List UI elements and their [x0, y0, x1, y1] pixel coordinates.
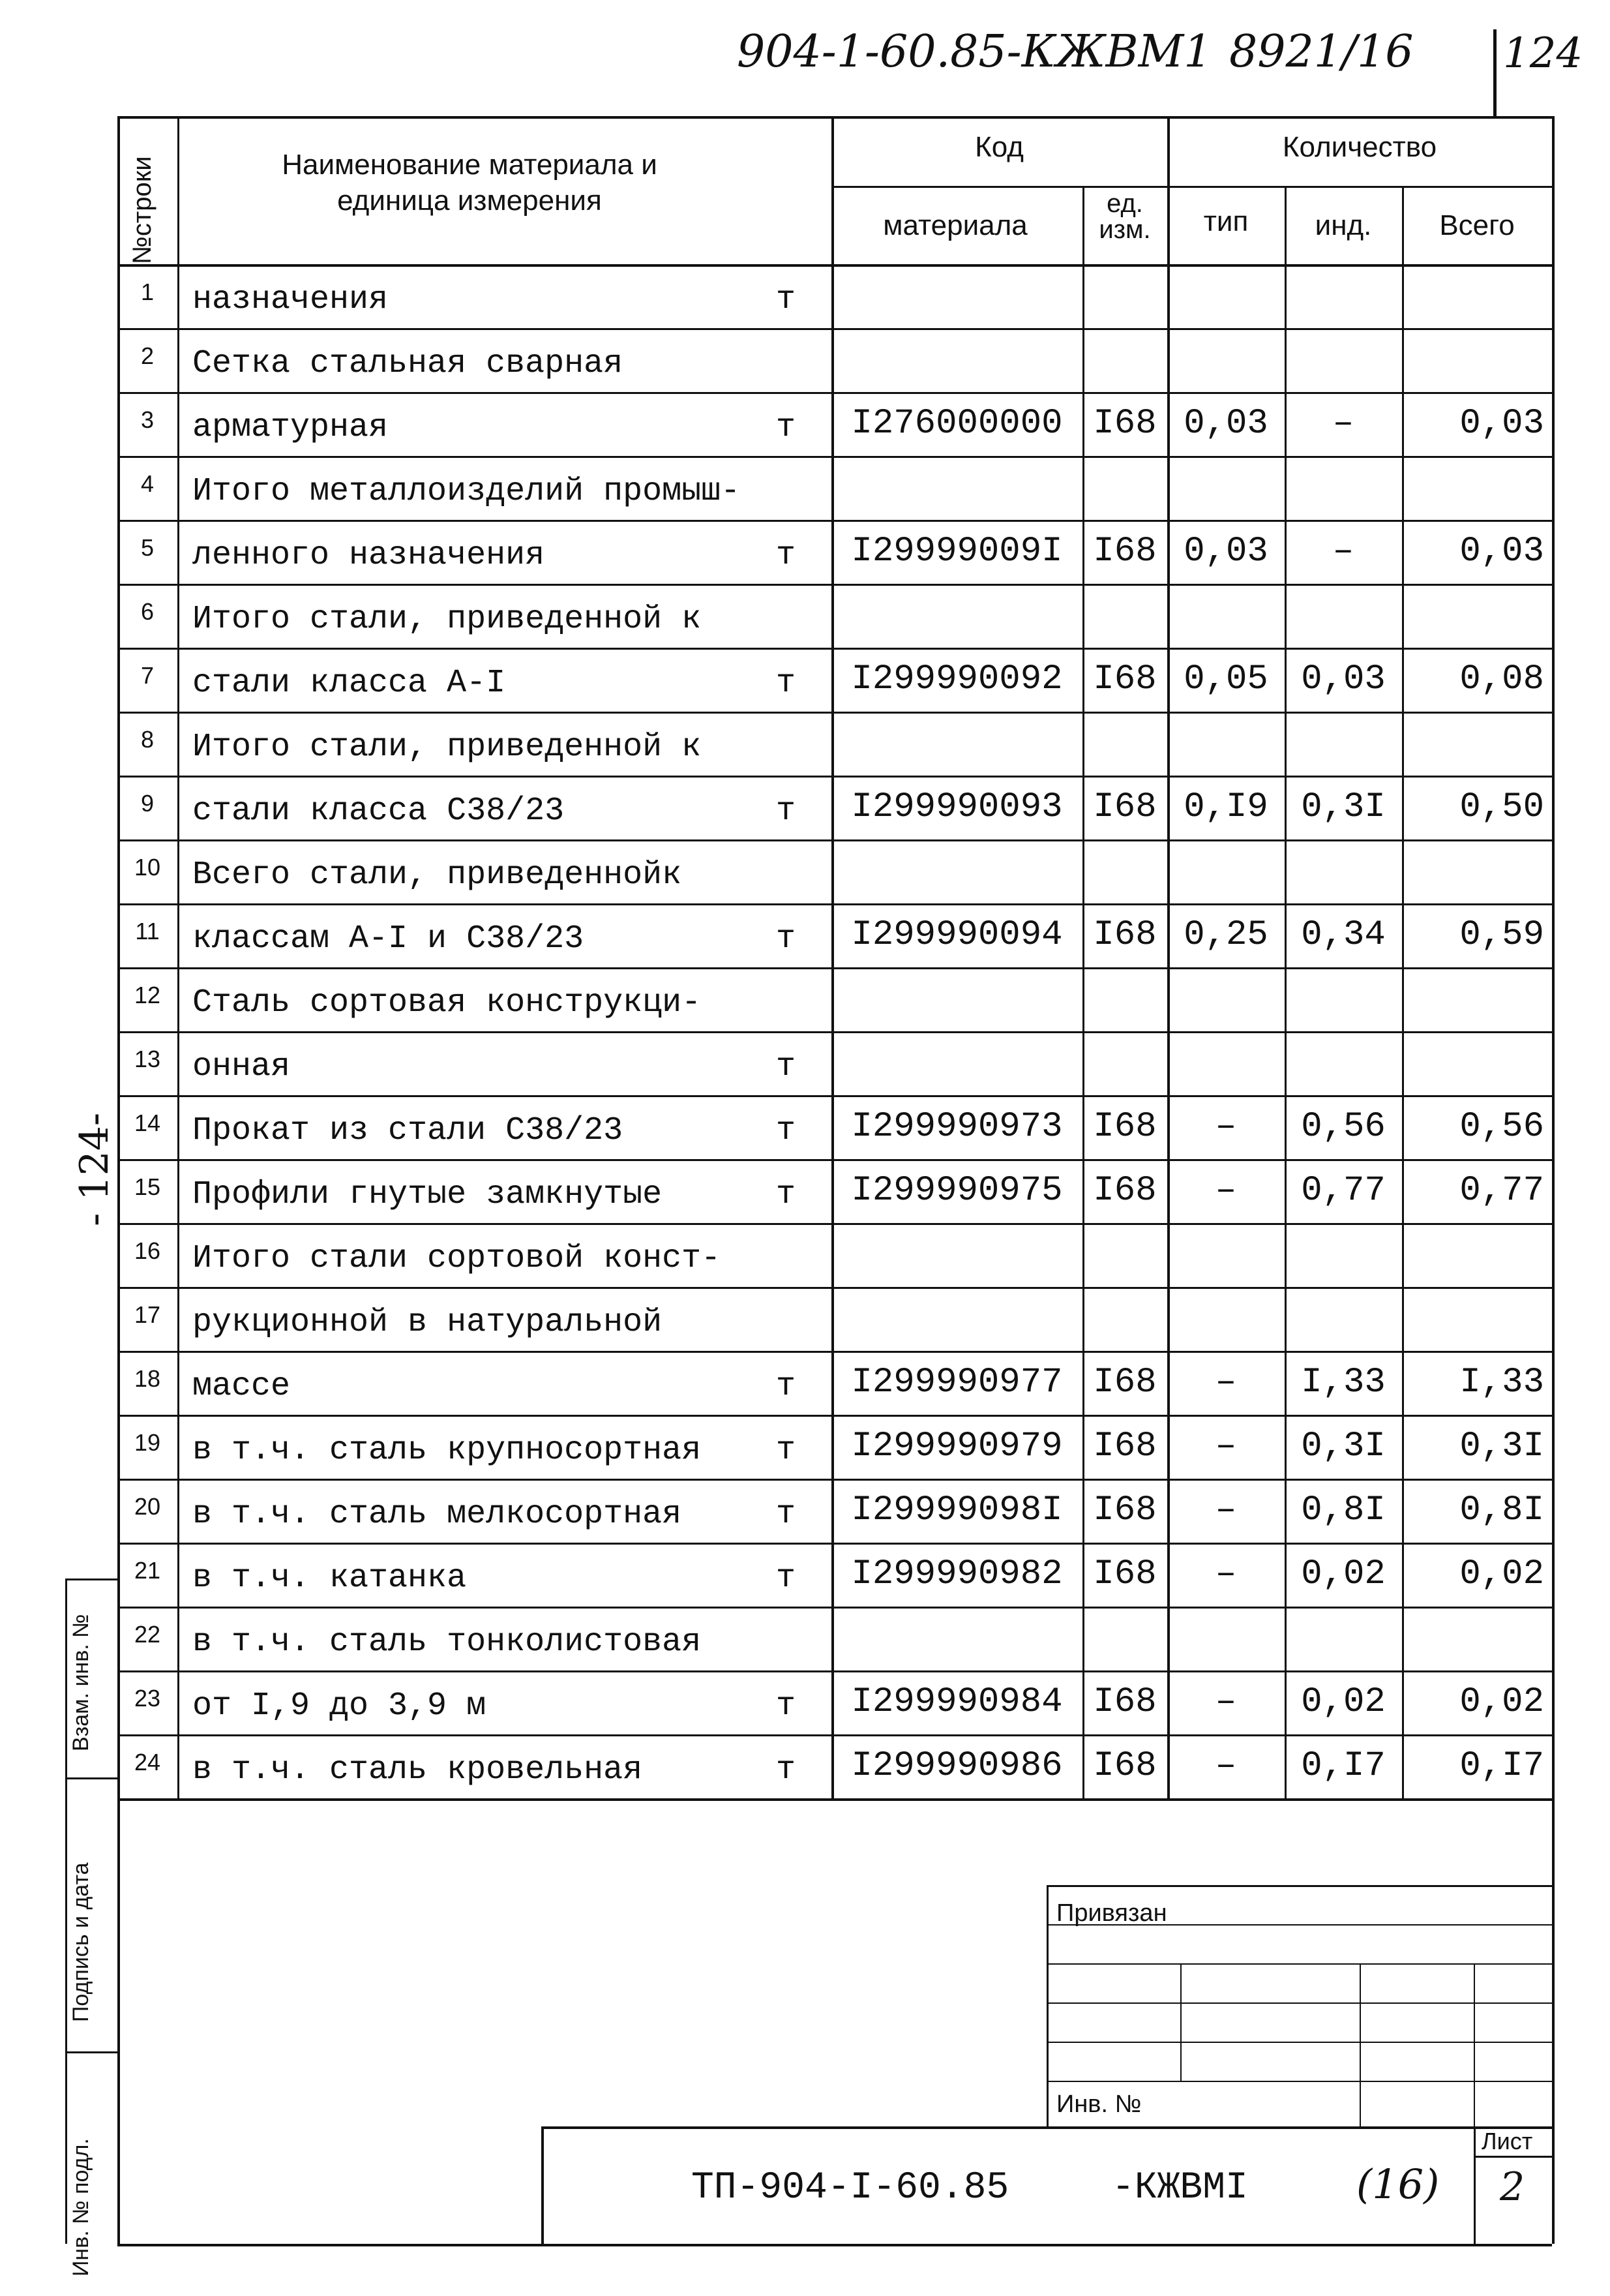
material-name: в т.ч. сталь кровельная [192, 1751, 643, 1789]
row-rule [117, 392, 1552, 394]
row-number: 18 [134, 1365, 161, 1392]
quantity-total: 0,02 [1459, 1554, 1544, 1594]
quantity-total: 0,8I [1459, 1490, 1544, 1530]
material-name: стали класса С38/23 [192, 793, 565, 830]
quantity-type: – [1215, 1107, 1237, 1147]
material-name: в т.ч. сталь тонколистовая [192, 1624, 702, 1661]
unit-code: I68 [1093, 1746, 1157, 1786]
unit-code: I68 [1093, 915, 1157, 955]
material-code: I299990092 [851, 659, 1063, 699]
unit-code: I68 [1093, 1107, 1157, 1147]
stamp-rule [1047, 1885, 1049, 2126]
stamp-rule [1047, 2081, 1552, 2082]
material-name: в т.ч. катанка [192, 1560, 467, 1597]
material-name: Сталь сортовая конструкци- [192, 984, 702, 1021]
unit-letter: т [775, 537, 796, 574]
unit-letter: т [775, 1176, 796, 1213]
material-code: I299990094 [851, 915, 1063, 955]
header-quantity-type: тип [1203, 205, 1249, 237]
row-rule [117, 456, 1552, 458]
row-rule [117, 584, 1552, 586]
stamp-rule [1047, 1885, 1552, 1887]
binding-strip-rule [65, 2051, 117, 2053]
header-name: Наименование материала и единица измерения [282, 149, 657, 217]
row-rule [117, 776, 1552, 778]
stamp-rule [1047, 1963, 1552, 1965]
unit-letter: т [775, 1368, 796, 1405]
material-code: I299990975 [851, 1171, 1063, 1211]
title-block-top [541, 2126, 1552, 2129]
header-quantity-total: Всего [1439, 209, 1515, 241]
header-code-material: материала [883, 209, 1028, 241]
quantity-ind: 0,3I [1301, 1427, 1386, 1466]
row-number: 17 [134, 1301, 161, 1328]
material-code: I29999098I [851, 1490, 1063, 1530]
quantity-ind: I,33 [1301, 1363, 1386, 1402]
quantity-type: 0,I9 [1184, 787, 1268, 827]
row-number: 7 [140, 662, 155, 689]
quantity-type: – [1215, 1490, 1237, 1530]
stamp-title-code: ТП-904-I-60.85 [691, 2167, 1009, 2209]
sheet-cell-rule [1474, 2156, 1552, 2158]
quantity-type: 0,03 [1184, 532, 1268, 571]
quantity-ind: – [1332, 404, 1354, 444]
quantity-total: 0,3I [1459, 1427, 1544, 1466]
material-name: Всего стали, приведеннойк [192, 856, 682, 894]
unit-letter: т [775, 920, 796, 958]
header-subdivider [831, 186, 1552, 188]
quantity-ind: 0,3I [1301, 787, 1386, 827]
quantity-ind: 0,8I [1301, 1490, 1386, 1530]
unit-letter: т [775, 665, 796, 702]
unit-letter: т [775, 409, 796, 446]
row-number: 14 [134, 1110, 161, 1136]
row-rule [117, 1287, 1552, 1289]
quantity-total: 0,56 [1459, 1107, 1544, 1147]
material-code: I299990973 [851, 1107, 1063, 1147]
quantity-type: 0,25 [1184, 915, 1268, 955]
row-number: 2 [140, 342, 155, 369]
quantity-type: – [1215, 1746, 1237, 1786]
quantity-total: 0,59 [1459, 915, 1544, 955]
stamp-attached-label: Привязан [1056, 1899, 1167, 1927]
row-number: 3 [140, 406, 155, 433]
material-name: Прокат из стали С38/23 [192, 1112, 623, 1149]
unit-code: I68 [1093, 1490, 1157, 1530]
document-code: 904-1-60.85-КЖВМ1 [737, 26, 1212, 78]
row-number: 9 [140, 790, 155, 817]
row-rule [117, 1670, 1552, 1672]
unit-letter: т [775, 1560, 796, 1597]
stamp-rule [1360, 1963, 1361, 2126]
quantity-total: 0,50 [1459, 787, 1544, 827]
row-number: 22 [134, 1621, 161, 1648]
stamp-sheet-label: Лист [1482, 2128, 1533, 2154]
quantity-ind: 0,03 [1301, 659, 1386, 699]
binding-strip-rule [65, 1578, 117, 1580]
unit-code: I68 [1093, 1682, 1157, 1722]
unit-code: I68 [1093, 1171, 1157, 1211]
row-rule [117, 1415, 1552, 1417]
row-number: 11 [135, 918, 160, 944]
row-rule [117, 648, 1552, 650]
quantity-total: 0,03 [1459, 404, 1544, 444]
quantity-type: – [1215, 1554, 1237, 1594]
unit-code: I68 [1093, 1363, 1157, 1402]
row-rule [117, 839, 1552, 841]
page-number: 124 [1503, 29, 1583, 78]
material-name: в т.ч. сталь крупносортная [192, 1432, 702, 1469]
table-top-border [117, 116, 1552, 119]
table-header-border [117, 264, 1552, 267]
row-number: 19 [134, 1429, 161, 1456]
material-code: I299990979 [851, 1427, 1063, 1466]
row-rule [117, 967, 1552, 969]
quantity-ind: 0,34 [1301, 915, 1386, 955]
stamp-rule [1047, 2042, 1552, 2043]
quantity-total: 0,I7 [1459, 1746, 1544, 1786]
row-number: 23 [134, 1685, 161, 1712]
column-rule [177, 116, 179, 1798]
row-rule [117, 1223, 1552, 1225]
frame-bottom-border [117, 2244, 1552, 2246]
unit-code: I68 [1093, 1427, 1157, 1466]
quantity-type: – [1215, 1427, 1237, 1466]
material-name: Итого металлоизделий промыш- [192, 473, 741, 510]
material-name: Итого стали, приведенной к [192, 729, 702, 766]
quantity-total: 0,03 [1459, 532, 1544, 571]
stamp-title-suffix: -КЖВМI [1112, 2167, 1248, 2209]
row-rule [117, 1543, 1552, 1545]
row-rule [117, 1351, 1552, 1353]
row-rule [117, 1479, 1552, 1481]
row-number: 6 [140, 598, 155, 625]
material-code: I299990984 [851, 1682, 1063, 1722]
unit-letter: т [775, 1112, 796, 1149]
column-rule [1167, 116, 1170, 1798]
column-rule [831, 116, 834, 1798]
header-quantity-ind: инд. [1315, 209, 1372, 241]
material-code: I276000000 [851, 404, 1063, 444]
row-number: 21 [134, 1557, 161, 1584]
material-name: назначения [192, 281, 389, 318]
quantity-type: – [1215, 1171, 1237, 1211]
binding-strip-left [65, 1578, 67, 2244]
quantity-ind: 0,77 [1301, 1171, 1386, 1211]
sheet-cell-rule [1474, 2126, 1476, 2244]
material-name: рукционной в натуральной [192, 1304, 663, 1341]
material-name: онная [192, 1048, 291, 1085]
row-rule [117, 903, 1552, 905]
unit-letter: т [775, 793, 796, 830]
material-code: I299990986 [851, 1746, 1063, 1786]
row-rule [117, 520, 1552, 522]
header-quantity: Количество [1282, 131, 1437, 163]
inventory-number: 8921/16 [1229, 26, 1414, 78]
binding-strip-rule [65, 1777, 117, 1779]
row-number: 12 [134, 982, 161, 1008]
row-number: 16 [134, 1237, 161, 1264]
quantity-type: 0,03 [1184, 404, 1268, 444]
row-number: 5 [140, 534, 155, 561]
material-name: Итого стали, приведенной к [192, 601, 702, 638]
stamp-rule [1047, 2002, 1552, 2004]
material-name: массе [192, 1368, 291, 1405]
row-rule [117, 1607, 1552, 1609]
row-rule [117, 1095, 1552, 1097]
row-number: 4 [140, 470, 155, 497]
row-rule [117, 712, 1552, 714]
material-code: I299990977 [851, 1363, 1063, 1402]
unit-code: I68 [1093, 659, 1157, 699]
material-code: I29999009I [851, 532, 1063, 571]
quantity-total: 0,08 [1459, 659, 1544, 699]
material-name: арматурная [192, 409, 389, 446]
title-block-left [541, 2126, 544, 2244]
material-name: ленного назначения [192, 537, 545, 574]
unit-letter: т [775, 1751, 796, 1789]
stamp-sheet-number: 2 [1500, 2164, 1525, 2210]
quantity-type: – [1215, 1682, 1237, 1722]
quantity-total: 0,77 [1459, 1171, 1544, 1211]
stamp-inv-no-label: Инв. № [1056, 2091, 1142, 2118]
unit-letter: т [775, 1432, 796, 1469]
stamp-rule [1474, 1963, 1475, 2126]
row-rule [117, 328, 1552, 330]
unit-code: I68 [1093, 1554, 1157, 1594]
stamp-sheet-count: (16) [1356, 2160, 1440, 2208]
row-rule [117, 1031, 1552, 1033]
quantity-total: I,33 [1459, 1363, 1544, 1402]
material-name: Итого стали сортовой конст- [192, 1240, 721, 1277]
unit-code: I68 [1093, 532, 1157, 571]
header-code: Код [975, 131, 1024, 163]
quantity-total: 0,02 [1459, 1682, 1544, 1722]
quantity-ind: 0,02 [1301, 1682, 1386, 1722]
unit-code: I68 [1093, 787, 1157, 827]
quantity-ind: 0,56 [1301, 1107, 1386, 1147]
table-bottom-border [117, 1798, 1552, 1801]
material-name: Профили гнутые замкнутые [192, 1176, 663, 1213]
quantity-ind: 0,02 [1301, 1554, 1386, 1594]
material-name: стали класса А-I [192, 665, 506, 702]
unit-letter: т [775, 1687, 796, 1725]
quantity-type: – [1215, 1363, 1237, 1402]
quantity-ind: – [1332, 532, 1354, 571]
quantity-ind: 0,I7 [1301, 1746, 1386, 1786]
material-code: I299990982 [851, 1554, 1063, 1594]
materials-table: №строки Наименование материала и единица измерения Код материала ед. изм. Количество тип инд. Всего 1 назначения т 2 Сетка стальная сварная 3 арматурная т I276000000 I68 0,03 – 0,03 4 Итого металлоизделий промыш- 5 ленного назначения т I29999009I I68 0,03 – 0,03 6 Итого стали, приведенной к 7 стали класса А-I т I299990092 I68 0,05 0,03 0,08 8 Итого стали, приведенной к 9 стали класса С38/23 т I299990093 I68 0,I9 0,3I 0,50 10 Всего стали, приведеннойк 11 классам А-I и С38/23 т I299990094 I68 0,25 0,34 0,59 12 Сталь сортовая конструкци- 13 онная т 14 Прокат из стали С38/23 т I299990973 I68 – 0,56 0,56 15 Профили гнутые замкнутые т I299990975 I68 – 0,77 0,77 16 Итого стали сортовой конст- 17 рукционной в натуральной 18 массе т I299990977 I68 – I,33 I,33 19 в т.ч. сталь крупносортная т I299990979 I68 – 0,3I 0,3I 20 в т.ч. сталь мелкосортная т I29999098I I68 – 0,8I 0,8I 21 в т.ч. катанка т I299990982 I68 – 0,02 0,02 22 в т.ч. сталь тонколистовая 23 от I,9 до 3,9 м т I299990984 I68 – 0,02 0,02 24 в т.ч. сталь кровельная т I299990986 I68 – 0,I7 0,I7 [0, 0, 1610, 2296]
row-number: 8 [140, 726, 155, 753]
row-number: 1 [140, 279, 155, 305]
row-number: 15 [134, 1173, 161, 1200]
row-number: 10 [134, 854, 161, 881]
row-number: 20 [134, 1493, 161, 1520]
material-name: в т.ч. сталь мелкосортная [192, 1496, 682, 1533]
unit-letter: т [775, 1048, 796, 1085]
frame-right-border [1552, 116, 1555, 2244]
row-number: 13 [134, 1046, 161, 1072]
material-name: Сетка стальная сварная [192, 345, 623, 382]
unit-letter: т [775, 281, 796, 318]
row-rule [117, 1159, 1552, 1161]
stamp-rule [1180, 1963, 1182, 2081]
unit-letter: т [775, 1496, 796, 1533]
material-code: I299990093 [851, 787, 1063, 827]
header-code-unit: ед. изм. [1099, 189, 1151, 244]
unit-code: I68 [1093, 404, 1157, 444]
quantity-type: 0,05 [1184, 659, 1268, 699]
material-name: классам А-I и С38/23 [192, 920, 584, 958]
material-name: от I,9 до 3,9 м [192, 1687, 486, 1725]
row-number: 24 [134, 1749, 161, 1775]
row-rule [117, 1734, 1552, 1736]
